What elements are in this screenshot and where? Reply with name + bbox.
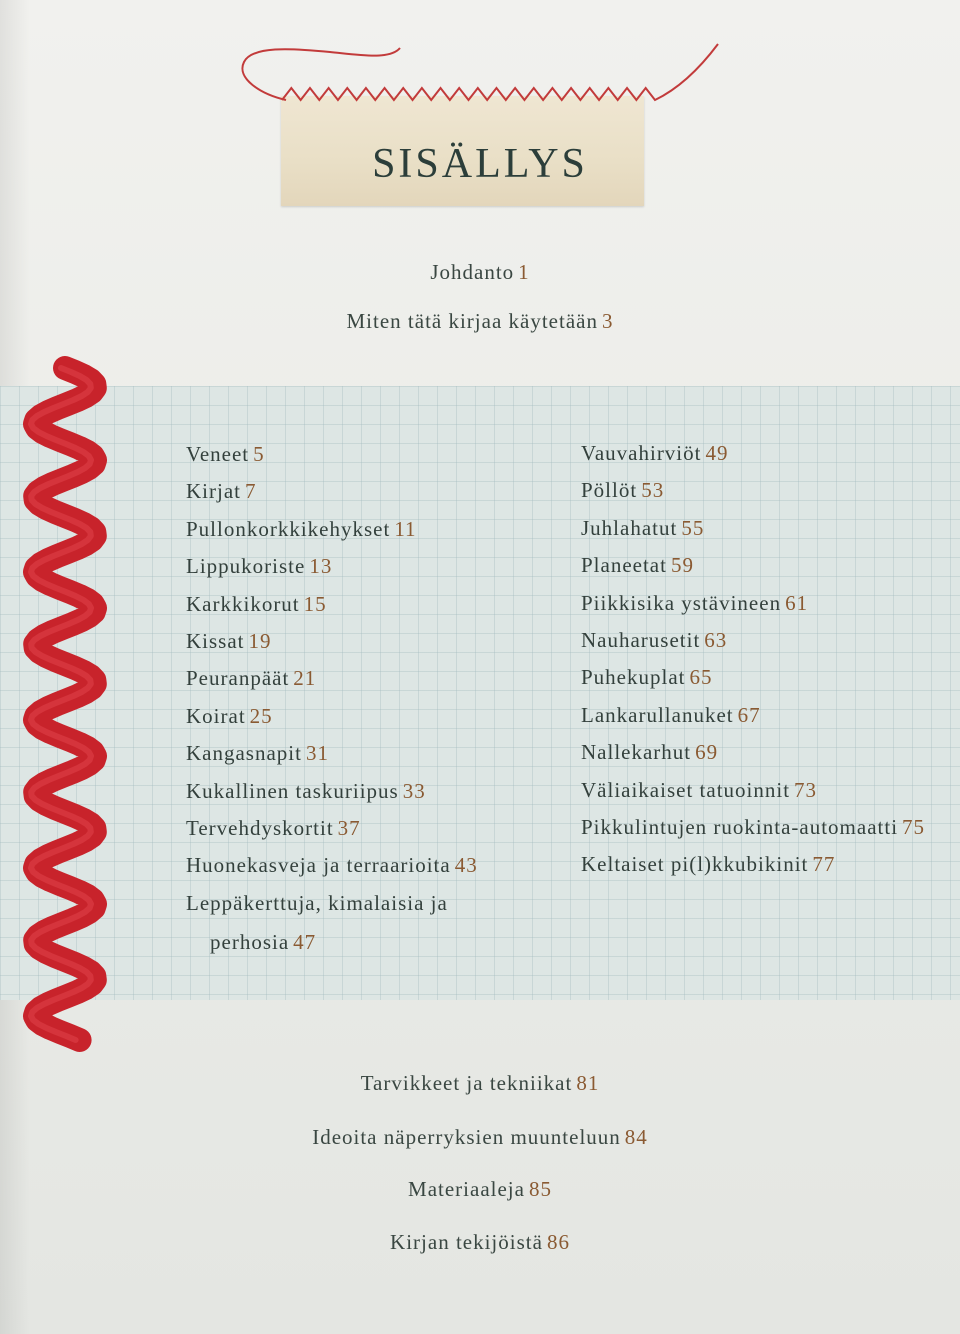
toc-entry[interactable] bbox=[186, 885, 478, 962]
toc-entry-label: Nauharusetit bbox=[581, 627, 701, 652]
toc-entry-page: 55 bbox=[681, 515, 705, 540]
toc-entry-page: 3 bbox=[601, 309, 614, 333]
toc-entry-label: Vauvahirviöt bbox=[581, 441, 702, 465]
toc-entry-page: 61 bbox=[785, 590, 809, 615]
toc-entry[interactable] bbox=[581, 659, 960, 696]
toc-entry[interactable] bbox=[581, 622, 960, 659]
toc-entry[interactable] bbox=[186, 810, 478, 847]
toc-entry-page: 1 bbox=[518, 260, 530, 284]
toc-entry[interactable] bbox=[581, 510, 960, 547]
toc-entry[interactable] bbox=[581, 472, 960, 509]
ricrac-ribbon-decoration bbox=[10, 340, 120, 1060]
toc-entry-label: Kangasnapit bbox=[186, 741, 302, 766]
toc-entry-label: Lankarullanuket bbox=[581, 702, 734, 727]
toc-entry-page: 85 bbox=[528, 1177, 552, 1201]
toc-entry-label: Kissat bbox=[186, 628, 245, 653]
toc-entry-page: 7 bbox=[244, 479, 257, 504]
toc-entry-page: 63 bbox=[704, 627, 728, 652]
toc-entry-label: Keltaiset pi(l)kkubikinit bbox=[581, 852, 809, 877]
toc-entry-label: Tervehdyskortit bbox=[186, 815, 334, 840]
toc-entry-page: 69 bbox=[695, 740, 719, 765]
toc-entry[interactable] bbox=[186, 548, 478, 585]
toc-entry-label: Tarvikkeet ja tekniikat bbox=[360, 1071, 573, 1095]
toc-entry[interactable] bbox=[186, 847, 478, 884]
toc-left-column bbox=[186, 436, 478, 962]
toc-entry-label: Koirat bbox=[186, 703, 246, 728]
toc-entry-page: 47 bbox=[293, 930, 317, 955]
toc-entry-label: Pullonkorkkikehykset bbox=[186, 516, 391, 541]
toc-entry-page: 33 bbox=[402, 778, 426, 803]
toc-entry-page: 19 bbox=[248, 628, 272, 653]
toc-entry-label: Kukallinen taskuriipus bbox=[186, 778, 399, 803]
toc-entry-label: Peuranpäät bbox=[186, 666, 290, 691]
toc-entry-appendix[interactable] bbox=[0, 1230, 960, 1255]
toc-entry-label: Juhlahatut bbox=[581, 515, 678, 540]
toc-entry-how-to-use[interactable] bbox=[0, 309, 960, 334]
toc-entry-label: Planeetat bbox=[581, 553, 667, 578]
toc-entry-page: 65 bbox=[689, 665, 713, 690]
toc-entry-label: Pöllöt bbox=[581, 478, 638, 503]
toc-entry-label: Karkkikorut bbox=[186, 591, 300, 616]
toc-entry-label: Johdanto bbox=[430, 260, 515, 284]
toc-entry[interactable] bbox=[186, 773, 478, 810]
toc-entry-page: 31 bbox=[305, 741, 329, 766]
toc-entry-page: 75 bbox=[902, 814, 926, 839]
toc-entry[interactable] bbox=[581, 585, 960, 622]
toc-entry-appendix[interactable] bbox=[0, 1071, 960, 1096]
toc-entry-page: 43 bbox=[454, 853, 478, 878]
toc-entry-page: 11 bbox=[394, 516, 417, 541]
toc-entry[interactable] bbox=[186, 698, 478, 735]
toc-entry-label: Pikkulintujen ruokinta-automaatti bbox=[581, 814, 899, 839]
toc-entry-label-line1: Leppäkerttuja, kimalaisia ja bbox=[186, 890, 448, 915]
toc-entry-label: Kirjat bbox=[186, 479, 241, 504]
toc-entry-label: Materiaaleja bbox=[408, 1177, 525, 1201]
toc-entry[interactable] bbox=[186, 735, 478, 772]
toc-entry-label: Ideoita näperryksien muunteluun bbox=[312, 1125, 621, 1149]
toc-entry[interactable] bbox=[581, 697, 960, 734]
toc-entry[interactable] bbox=[186, 436, 478, 473]
toc-entry-page: 53 bbox=[641, 478, 665, 503]
toc-right-column bbox=[581, 435, 960, 884]
toc-entry-label: Piikkisika ystävineen bbox=[581, 590, 782, 615]
toc-entry[interactable] bbox=[186, 660, 478, 697]
toc-entry-page: 37 bbox=[337, 815, 361, 840]
toc-entry[interactable] bbox=[581, 809, 960, 846]
toc-entry-label-line2: perhosia bbox=[210, 930, 290, 955]
toc-entry-label: Kirjan tekijöistä bbox=[390, 1230, 543, 1254]
page-title: SISÄLLYS bbox=[372, 141, 588, 187]
toc-entry-label: Lippukoriste bbox=[186, 554, 306, 579]
toc-entry-label: Miten tätä kirjaa käytetään bbox=[346, 309, 598, 333]
toc-entry-page: 13 bbox=[309, 554, 333, 579]
toc-entry-page: 49 bbox=[705, 441, 729, 465]
toc-entry-label: Veneet bbox=[186, 442, 250, 466]
toc-entry[interactable] bbox=[581, 772, 960, 809]
toc-entry[interactable] bbox=[186, 623, 478, 660]
toc-entry[interactable] bbox=[581, 547, 960, 584]
toc-entry[interactable] bbox=[186, 511, 478, 548]
toc-entry-label: Puhekuplat bbox=[581, 665, 686, 690]
toc-entry-page: 77 bbox=[812, 852, 836, 877]
toc-entry-page: 81 bbox=[576, 1071, 600, 1095]
toc-entry-page: 59 bbox=[670, 553, 694, 578]
toc-entry-label: Väliaikaiset tatuoinnit bbox=[581, 777, 791, 802]
toc-entry-page: 84 bbox=[624, 1125, 648, 1149]
toc-entry-page: 86 bbox=[546, 1230, 570, 1254]
toc-entry-page: 21 bbox=[293, 666, 317, 691]
toc-entry[interactable] bbox=[581, 734, 960, 771]
toc-entry[interactable] bbox=[186, 473, 478, 510]
stitched-thread-decoration bbox=[230, 38, 730, 128]
toc-entry-label: Huonekasveja ja terraarioita bbox=[186, 853, 451, 878]
toc-entry-appendix[interactable] bbox=[0, 1125, 960, 1150]
toc-entry[interactable] bbox=[581, 846, 960, 883]
toc-entry-intro[interactable] bbox=[0, 260, 960, 285]
toc-entry[interactable] bbox=[186, 586, 478, 623]
toc-entry[interactable] bbox=[581, 435, 960, 472]
toc-entry-page: 15 bbox=[303, 591, 327, 616]
toc-entry-label: Nallekarhut bbox=[581, 740, 692, 765]
toc-entry-page: 73 bbox=[794, 777, 818, 802]
toc-entry-page: 5 bbox=[253, 442, 265, 466]
toc-entry-appendix[interactable] bbox=[0, 1177, 960, 1202]
toc-entry-page: 25 bbox=[249, 703, 273, 728]
toc-entry-page: 67 bbox=[737, 702, 761, 727]
